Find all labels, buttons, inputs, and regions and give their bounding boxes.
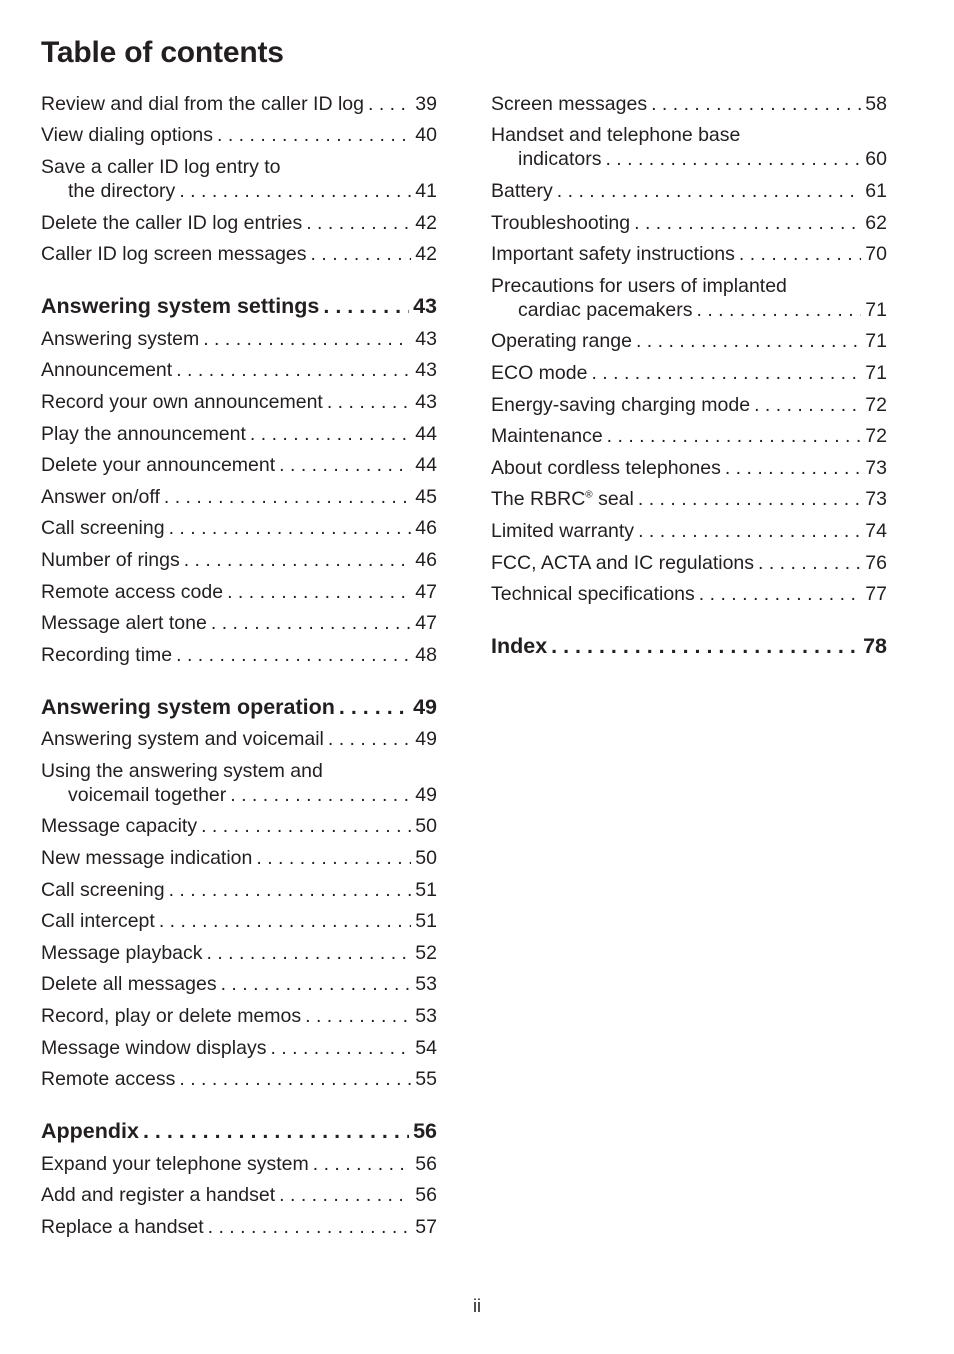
toc-entry-title-text: Important safety instructions bbox=[491, 243, 735, 266]
dot-leader bbox=[651, 92, 861, 116]
toc-entry-title-text: New message indication bbox=[41, 847, 253, 870]
toc-entry-title-cont: the directory bbox=[68, 179, 176, 202]
toc-entry-title bbox=[491, 179, 553, 203]
toc-entry[interactable] bbox=[491, 515, 887, 547]
toc-entry-title bbox=[41, 941, 203, 965]
dot-leader bbox=[725, 456, 861, 480]
toc-entry-page: 56 bbox=[415, 1152, 437, 1175]
toc-right-column bbox=[491, 88, 887, 663]
toc-entry[interactable] bbox=[41, 639, 437, 671]
dot-leader bbox=[739, 242, 861, 266]
toc-entry-page: 61 bbox=[865, 179, 887, 202]
toc-entry-continuation bbox=[491, 298, 887, 322]
toc-entry[interactable] bbox=[491, 207, 887, 239]
toc-entry-title bbox=[41, 972, 217, 996]
toc-entry-title bbox=[41, 1036, 266, 1060]
section-gap bbox=[491, 610, 887, 628]
toc-entry-page: 72 bbox=[865, 425, 887, 448]
dot-leader bbox=[169, 516, 412, 540]
dot-leader bbox=[699, 582, 862, 606]
toc-entry-title-text: Delete your announcement bbox=[41, 454, 276, 477]
toc-entry-page: 56 bbox=[413, 1119, 437, 1144]
dot-leader bbox=[230, 783, 411, 807]
toc-entry-title bbox=[41, 516, 165, 540]
toc-entry[interactable] bbox=[41, 1000, 437, 1032]
toc-entry[interactable] bbox=[491, 547, 887, 579]
toc-entry[interactable] bbox=[41, 481, 437, 513]
toc-entry-title-cont: voicemail together bbox=[68, 783, 227, 806]
toc-entry-title-text: Add and register a handset bbox=[41, 1184, 276, 1207]
dot-leader bbox=[605, 147, 861, 171]
toc-entry-title bbox=[41, 358, 172, 382]
toc-entry[interactable] bbox=[41, 386, 437, 418]
toc-entry-title-text: Message window displays bbox=[41, 1036, 267, 1059]
toc-entry-title bbox=[491, 361, 587, 385]
dot-leader bbox=[323, 292, 409, 320]
toc-entry[interactable] bbox=[491, 326, 887, 358]
toc-entry[interactable] bbox=[41, 207, 437, 239]
toc-entry-page: 77 bbox=[865, 583, 887, 606]
toc-entry[interactable] bbox=[41, 811, 437, 843]
toc-entry-page: 44 bbox=[415, 422, 437, 445]
registered-mark: ® bbox=[585, 489, 593, 501]
dot-leader bbox=[591, 361, 861, 385]
dot-leader bbox=[211, 611, 411, 635]
toc-entry-title bbox=[491, 551, 754, 575]
dot-leader bbox=[176, 358, 411, 382]
toc-entry[interactable] bbox=[41, 1063, 437, 1095]
toc-entry-title-text: Recording time bbox=[41, 643, 173, 666]
toc-entry-title bbox=[41, 92, 364, 116]
toc-entry-title-text: Index bbox=[491, 633, 548, 658]
toc-entry[interactable] bbox=[41, 607, 437, 639]
toc-entry-page: 50 bbox=[415, 815, 437, 838]
toc-entry-title-text: Answer on/off bbox=[41, 485, 160, 508]
dot-leader bbox=[758, 551, 861, 575]
toc-entry-page: 43 bbox=[415, 390, 437, 413]
dot-leader bbox=[256, 846, 411, 870]
toc-entry-title bbox=[491, 632, 547, 660]
toc-entry-title bbox=[491, 582, 695, 606]
dot-leader bbox=[250, 422, 411, 446]
toc-entry-title-text: Caller ID log screen messages bbox=[41, 243, 307, 266]
toc-entry-title-text: Call screening bbox=[41, 517, 165, 540]
toc-entry-title bbox=[491, 487, 634, 511]
toc-entry[interactable] bbox=[41, 513, 437, 545]
toc-entry[interactable] bbox=[41, 576, 437, 608]
toc-entry-title bbox=[41, 846, 252, 870]
toc-entry-title-text: Appendix bbox=[41, 1119, 139, 1144]
dot-leader bbox=[551, 632, 859, 660]
toc-entry[interactable] bbox=[491, 357, 887, 389]
toc-entry[interactable] bbox=[41, 449, 437, 481]
toc-entry-title bbox=[41, 1215, 204, 1239]
toc-entry-title-text: Remote access bbox=[41, 1068, 176, 1091]
toc-entry-continuation bbox=[41, 179, 437, 203]
toc-entry-title-text: Call intercept bbox=[41, 910, 155, 933]
toc-entry[interactable] bbox=[41, 238, 437, 270]
toc-entry-page: 71 bbox=[865, 361, 887, 384]
toc-entry-title-cont: indicators bbox=[518, 148, 602, 171]
toc-entry-title: Precautions for users of implanted bbox=[491, 274, 787, 297]
toc-entry[interactable] bbox=[41, 842, 437, 874]
dot-leader bbox=[305, 1004, 411, 1028]
toc-entry-title-text: Delete the caller ID log entries bbox=[41, 211, 303, 234]
dot-leader bbox=[607, 424, 862, 448]
toc-entry-title bbox=[491, 424, 603, 448]
dot-leader bbox=[636, 329, 861, 353]
toc-section-heading[interactable] bbox=[491, 628, 887, 663]
toc-entry-title-text: Replace a handset bbox=[41, 1216, 204, 1239]
toc-section-heading[interactable] bbox=[41, 689, 437, 724]
toc-entry-title-text: Record your own announcement bbox=[41, 390, 323, 413]
toc-entry-title bbox=[41, 878, 165, 902]
toc-entry-title-text: Delete all messages bbox=[41, 973, 217, 996]
section-gap bbox=[41, 671, 437, 689]
toc-entry-page: 51 bbox=[415, 878, 437, 901]
toc-entry[interactable] bbox=[41, 1180, 437, 1212]
dot-leader bbox=[306, 211, 411, 235]
dot-leader bbox=[221, 972, 412, 996]
toc-entry-title bbox=[41, 1067, 175, 1091]
toc-entry-page: 62 bbox=[865, 211, 887, 234]
toc-entry-title bbox=[41, 1183, 275, 1207]
toc-entry-page: 53 bbox=[415, 973, 437, 996]
dot-leader bbox=[207, 941, 412, 965]
toc-entry-title-text: Record, play or delete memos bbox=[41, 1005, 302, 1028]
toc-entry-title-text: Battery bbox=[491, 179, 553, 202]
toc-entry[interactable] bbox=[41, 1032, 437, 1064]
toc-entry-title-text: Answering system bbox=[41, 327, 200, 350]
toc-entry-title bbox=[41, 548, 180, 572]
dot-leader bbox=[638, 519, 861, 543]
toc-entry-title-text: Message playback bbox=[41, 941, 203, 964]
toc-entry-title-text: ECO mode bbox=[491, 361, 588, 384]
toc-entry-title bbox=[491, 393, 750, 417]
dot-leader bbox=[179, 179, 411, 203]
toc-entry-title bbox=[41, 485, 160, 509]
toc-entry-page: 44 bbox=[415, 454, 437, 477]
toc-entry-page: 45 bbox=[415, 485, 437, 508]
dot-leader bbox=[368, 92, 411, 116]
dot-leader bbox=[279, 453, 411, 477]
dot-leader bbox=[159, 909, 411, 933]
toc-entry-title-text: Troubleshooting bbox=[491, 211, 631, 234]
toc-entry[interactable] bbox=[41, 969, 437, 1001]
toc-entry[interactable] bbox=[491, 452, 887, 484]
toc-entry-page: 71 bbox=[865, 330, 887, 353]
toc-entry-page: 60 bbox=[865, 148, 887, 171]
toc-entry-page: 47 bbox=[415, 580, 437, 603]
toc-section-heading[interactable] bbox=[41, 1113, 437, 1148]
dot-leader bbox=[227, 580, 411, 604]
toc-entry-title bbox=[41, 580, 223, 604]
toc-entry-title-text: Operating range bbox=[491, 330, 632, 353]
toc-entry-title bbox=[41, 611, 207, 635]
toc-entry[interactable] bbox=[41, 355, 437, 387]
dot-leader bbox=[184, 548, 412, 572]
toc-entry-page: 76 bbox=[865, 551, 887, 574]
toc-entry-title bbox=[41, 1117, 139, 1145]
section-gap bbox=[41, 1095, 437, 1113]
dot-leader bbox=[208, 1215, 412, 1239]
toc-entry-title-text: The RBRC bbox=[491, 488, 586, 511]
toc-entry-page: 57 bbox=[415, 1216, 437, 1239]
toc-entry-title-text: Screen messages bbox=[491, 92, 648, 115]
toc-entry-page: 43 bbox=[415, 327, 437, 350]
dot-leader bbox=[179, 1067, 411, 1091]
dot-leader bbox=[279, 1183, 411, 1207]
toc-entry[interactable] bbox=[41, 544, 437, 576]
toc-entry[interactable] bbox=[491, 578, 887, 610]
toc-entry-title bbox=[41, 727, 324, 751]
dot-leader bbox=[697, 298, 862, 322]
dot-leader bbox=[638, 487, 861, 511]
toc-entry-title bbox=[491, 211, 630, 235]
dot-leader bbox=[169, 878, 412, 902]
toc-entry[interactable] bbox=[41, 1211, 437, 1243]
toc-entry-page: 46 bbox=[415, 517, 437, 540]
toc-entry-page: 71 bbox=[865, 298, 887, 321]
dot-leader bbox=[754, 393, 861, 417]
toc-entry-title bbox=[41, 242, 307, 266]
toc-entry-title: Save a caller ID log entry to bbox=[41, 155, 281, 178]
toc-entry[interactable] bbox=[41, 937, 437, 969]
toc-entry-page: 51 bbox=[415, 910, 437, 933]
toc-entry-title bbox=[491, 92, 647, 116]
toc-entry-page: 48 bbox=[415, 643, 437, 666]
toc-entry[interactable] bbox=[41, 88, 437, 120]
dot-leader bbox=[217, 123, 411, 147]
toc-entry-page: 49 bbox=[415, 783, 437, 806]
toc-entry[interactable] bbox=[491, 175, 887, 207]
toc-entry-page: 40 bbox=[415, 124, 437, 147]
toc-entry-title-text: Answering system operation bbox=[41, 694, 335, 719]
toc-entry-continuation bbox=[41, 783, 437, 807]
toc-entry-page: 56 bbox=[415, 1184, 437, 1207]
toc-entry-title bbox=[41, 1152, 309, 1176]
toc-entry-title: Handset and telephone base bbox=[491, 124, 741, 147]
toc-entry-page: 42 bbox=[415, 243, 437, 266]
toc-entry[interactable] bbox=[491, 238, 887, 270]
toc-entry-title bbox=[41, 123, 213, 147]
dot-leader bbox=[164, 485, 411, 509]
toc-entry-title bbox=[41, 422, 246, 446]
toc-entry-page: 43 bbox=[415, 359, 437, 382]
toc-entry-page: 73 bbox=[865, 488, 887, 511]
toc-entry-title-text: Number of rings bbox=[41, 548, 180, 571]
dot-leader bbox=[270, 1036, 411, 1060]
toc-entry-page: 39 bbox=[415, 92, 437, 115]
toc-entry-title bbox=[41, 643, 172, 667]
toc-entry-page: 50 bbox=[415, 847, 437, 870]
toc-entry-title-text: Call screening bbox=[41, 878, 165, 901]
toc-entry-title bbox=[491, 242, 735, 266]
toc-entry[interactable] bbox=[41, 120, 437, 152]
toc-entry[interactable] bbox=[41, 1148, 437, 1180]
toc-entry[interactable] bbox=[491, 88, 887, 120]
toc-entry[interactable] bbox=[41, 724, 437, 756]
dot-leader bbox=[203, 327, 411, 351]
toc-entry-page: 49 bbox=[415, 728, 437, 751]
dot-leader bbox=[634, 211, 861, 235]
dot-leader bbox=[328, 727, 411, 751]
toc-entry-page: 52 bbox=[415, 941, 437, 964]
toc-entry-title-text: View dialing options bbox=[41, 124, 214, 147]
toc-entry[interactable] bbox=[41, 905, 437, 937]
toc-entry[interactable] bbox=[491, 270, 887, 326]
toc-entry-continuation bbox=[491, 147, 887, 171]
toc-entry-page: 55 bbox=[415, 1068, 437, 1091]
toc-entry-title-text: Review and dial from the caller ID log bbox=[41, 92, 364, 115]
toc-entry-title-text: Message alert tone bbox=[41, 612, 207, 635]
toc-entry-page: 58 bbox=[865, 92, 887, 115]
toc-entry-page: 42 bbox=[415, 211, 437, 234]
toc-entry-page: 46 bbox=[415, 548, 437, 571]
toc-entry-title bbox=[41, 909, 155, 933]
dot-leader bbox=[201, 814, 411, 838]
toc-entry-page: 41 bbox=[415, 179, 437, 202]
toc-entry-title bbox=[491, 329, 632, 353]
toc-entry-title bbox=[41, 327, 199, 351]
toc-entry[interactable] bbox=[41, 418, 437, 450]
toc-entry-title-text: Play the announcement bbox=[41, 422, 246, 445]
dot-leader bbox=[339, 693, 409, 721]
toc-entry[interactable] bbox=[41, 323, 437, 355]
toc-entry-title-suffix: seal bbox=[592, 488, 634, 511]
toc-entry-title bbox=[41, 814, 197, 838]
toc-entry[interactable] bbox=[491, 389, 887, 421]
toc-entry-title bbox=[491, 456, 721, 480]
page-title: Table of contents bbox=[41, 36, 284, 69]
toc-entry-title bbox=[41, 390, 323, 414]
toc-entry[interactable] bbox=[491, 484, 887, 516]
toc-entry-title-text: About cordless telephones bbox=[491, 456, 721, 479]
dot-leader bbox=[143, 1117, 409, 1145]
toc-entry-page: 78 bbox=[863, 633, 887, 658]
toc-entry-page: 43 bbox=[413, 293, 437, 318]
toc-entry[interactable] bbox=[491, 420, 887, 452]
toc-entry-title: Using the answering system and bbox=[41, 759, 323, 782]
toc-entry-page: 49 bbox=[413, 694, 437, 719]
toc-entry-title bbox=[41, 211, 302, 235]
toc-entry-title-text: Energy-saving charging mode bbox=[491, 393, 751, 416]
toc-entry-title-text: Answering system settings bbox=[41, 293, 320, 318]
toc-entry-page: 53 bbox=[415, 1005, 437, 1028]
toc-entry-title-cont: cardiac pacemakers bbox=[518, 298, 693, 321]
toc-entry-title-text: Maintenance bbox=[491, 425, 603, 448]
dot-leader bbox=[313, 1152, 412, 1176]
toc-entry-title bbox=[491, 519, 634, 543]
toc-entry-page: 73 bbox=[865, 456, 887, 479]
page-number: ii bbox=[473, 1296, 481, 1316]
dot-leader bbox=[311, 242, 412, 266]
toc-entry-page: 47 bbox=[415, 612, 437, 635]
toc-entry-title bbox=[41, 1004, 301, 1028]
toc-entry-title-text: Limited warranty bbox=[491, 519, 635, 542]
section-gap bbox=[41, 270, 437, 288]
toc-section-heading[interactable] bbox=[41, 288, 437, 323]
dot-leader bbox=[557, 179, 862, 203]
toc-entry-page: 74 bbox=[865, 519, 887, 542]
toc-entry-title-text: Message capacity bbox=[41, 815, 198, 838]
toc-entry-title-text: FCC, ACTA and IC regulations bbox=[491, 551, 755, 574]
toc-entry-title-text: Answering system and voicemail bbox=[41, 728, 324, 751]
toc-entry[interactable] bbox=[41, 151, 437, 207]
toc-entry[interactable] bbox=[41, 755, 437, 811]
toc-entry-page: 72 bbox=[865, 393, 887, 416]
toc-entry-title bbox=[41, 292, 319, 320]
toc-left-column bbox=[41, 88, 437, 1243]
toc-entry-page: 54 bbox=[415, 1036, 437, 1059]
dot-leader bbox=[327, 390, 411, 414]
toc-entry-title bbox=[41, 453, 275, 477]
toc-entry-title-text: Remote access code bbox=[41, 580, 224, 603]
toc-entry-title-text: Announcement bbox=[41, 359, 173, 382]
toc-entry-page: 70 bbox=[865, 243, 887, 266]
toc-entry-title-text: Technical specifications bbox=[491, 583, 695, 606]
toc-entry[interactable] bbox=[41, 874, 437, 906]
toc-entry[interactable] bbox=[491, 120, 887, 176]
toc-entry-title bbox=[41, 693, 335, 721]
dot-leader bbox=[176, 643, 411, 667]
toc-entry-title-text: Expand your telephone system bbox=[41, 1152, 309, 1175]
